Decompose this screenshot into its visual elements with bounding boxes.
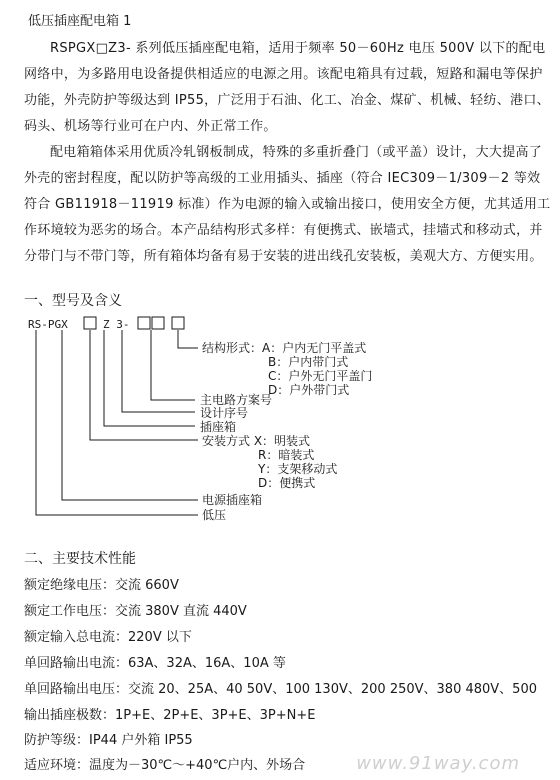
design-no-label: 设计序号 — [200, 406, 249, 420]
circuit-box-2 — [152, 317, 164, 329]
intro-paragraph: RSPGX□Z3- 系列低压插座配电箱，适用于频率 50－60Hz 电压 500V 以下的配电网络中，为多路用电设备提供相适应的电源之用。该配电箱具有过载，短路和漏电等保护功能，外壳防护等级达到 IP55，广泛用于石油、化工、冶金、煤矿、机械、轻纺、港口、码头、机场等行业可在户内、外正常工作。 — [24, 41, 550, 134]
spec-line: 输出插座极数：1P+E、2P+E、3P+E、3P+N+E — [24, 708, 316, 723]
install-method-y: Y：支架移动式 — [258, 462, 338, 476]
structure-box — [172, 317, 184, 329]
circuit-box-1 — [138, 317, 150, 329]
install-method-label: 安装方式 X：明装式 — [202, 434, 311, 448]
model-mid: Z 3- — [103, 318, 130, 331]
document-title: 低压插座配电箱 1 — [28, 14, 132, 29]
spec-line: 适应环境：温度为－30℃～+40℃户内、外场合 — [24, 758, 306, 773]
socket-box-label: 插座箱 — [200, 420, 237, 434]
spec-line: 额定工作电压：交流 380V 直流 440V — [24, 604, 247, 619]
structure-form-c: C：户外无门平盖门 — [268, 369, 373, 383]
install-method-d: D：便携式 — [258, 476, 316, 490]
main-circuit-label: 主电路方案号 — [200, 393, 273, 407]
spec-line: 额定绝缘电压：交流 660V — [24, 578, 179, 593]
spec-line: 额定输入总电流：220V 以下 — [24, 630, 192, 645]
description-paragraph: 配电箱箱体采用优质冷轧钢板制成，特殊的多重折叠门（或平盖）设计，大大提高了外壳的密封程度，配以防护等高级的工业用插头、插座（符合 IEC309－1/309－2 等效符合 GB11918－11919 标准）作为电源的输入或输出接口，使用安全方便，尤其适用工作环境较为恶劣的场合。本产品结构形式多样：有便携式、嵌墙式，挂墙式和移动式，并分带门与不带门等，所有箱体均备有易于安装的进出线孔安装板，美观大方、方便实用。 — [24, 145, 551, 264]
site-watermark: www.91way.com — [356, 753, 520, 774]
spec-line: 单回路输出电压：交流 20、25A、40 50V、100 130V、200 250V、380 480V、500 — [24, 682, 537, 697]
low-voltage-label: 低压 — [202, 508, 227, 522]
structure-form-label: 结构形式：A：户内无门平盖式 — [202, 341, 367, 355]
install-method-r: R：暗装式 — [258, 448, 315, 462]
power-socket-box-label: 电源插座箱 — [202, 493, 263, 507]
spec-line: 防护等级：IP44 户外箱 IP55 — [24, 733, 193, 748]
section-heading-specs: 二、主要技术性能 — [24, 551, 136, 567]
install-box — [84, 317, 96, 329]
spec-line: 单回路输出电流：63A、32A、16A、10A 等 — [24, 656, 286, 671]
leader-lines — [36, 330, 198, 515]
structure-form-b: B：户内带门式 — [268, 355, 349, 369]
structure-form-d: D：户外带门式 — [268, 383, 350, 397]
model-prefix: RS-PGX — [28, 318, 68, 331]
section-heading-model: 一、型号及含义 — [24, 293, 122, 309]
model-designation-diagram — [0, 310, 560, 530]
